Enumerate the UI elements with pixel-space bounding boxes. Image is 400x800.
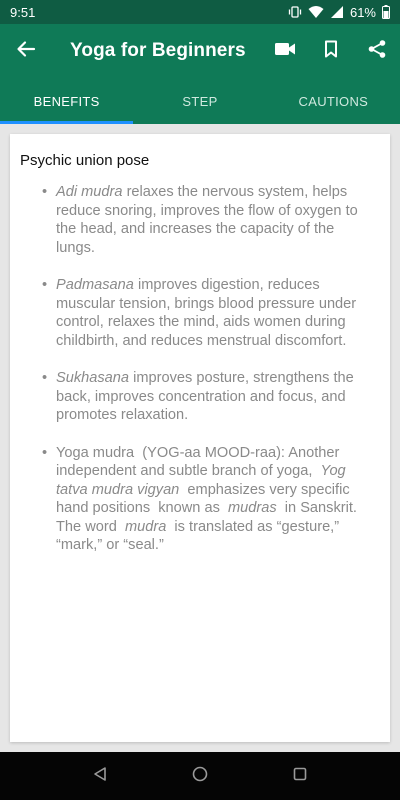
list-item: [56, 183, 374, 257]
tab-step[interactable]: STEP: [182, 93, 218, 109]
back-arrow-icon: [16, 39, 36, 64]
bookmark-button[interactable]: [308, 24, 354, 78]
benefits-card: [10, 134, 390, 742]
list-item: [56, 276, 374, 350]
tab-bar: [0, 78, 400, 124]
nav-recents-button[interactable]: [280, 756, 320, 796]
share-icon: [367, 39, 387, 64]
page-title: Yoga for Beginners: [70, 40, 246, 61]
video-camera-icon: [274, 41, 296, 62]
wifi-icon: [308, 5, 324, 19]
list-item: [56, 369, 374, 425]
item-text: relaxes the nervous system, helps reduce snoring, improves the flow of oxygen to the head, and increases the capacity of the lungs.: [56, 184, 358, 256]
item-text: is translated as “gesture,” “mark,” or “seal.”: [56, 518, 344, 553]
triangle-back-icon: [92, 766, 108, 787]
item-text: in Sanskrit. The word: [56, 500, 361, 535]
nav-back-button[interactable]: [80, 756, 120, 796]
item-text: improves digestion, reduces muscular tension, brings blood pressure under control, relaxes the mind, aids women during childbirth, and reduces menstrual discomfort.: [56, 277, 357, 349]
pose-term: mudras: [228, 500, 277, 516]
pose-term: Padmasana: [56, 277, 134, 293]
list-item: [56, 444, 374, 555]
bookmark-icon: [324, 40, 338, 63]
tab-cautions[interactable]: CAUTIONS: [298, 93, 369, 109]
video-button[interactable]: [262, 24, 308, 78]
battery-icon: [382, 5, 390, 19]
share-button[interactable]: [354, 24, 400, 78]
item-text: Yoga mudra (YOG-aa MOOD-raa): Another independent and subtle branch of yoga,: [56, 444, 344, 479]
item-text: emphasizes very specific hand positions known as: [56, 481, 354, 516]
status-time: 9:51: [10, 4, 36, 20]
status-icons: [288, 5, 390, 20]
item-text: improves posture, strengthens the back, improves concentration and focus, and promotes relaxation.: [56, 370, 354, 423]
back-button[interactable]: [0, 24, 52, 78]
app-bar: [0, 24, 400, 78]
square-recents-icon: [292, 766, 308, 787]
pose-term: Yog tatva mudra vigyan: [56, 463, 350, 498]
pose-term: Adi mudra: [56, 184, 123, 200]
pose-heading: Psychic union pose: [20, 152, 150, 169]
nav-home-button[interactable]: [180, 756, 220, 796]
circle-home-icon: [192, 766, 208, 787]
system-nav-bar: [0, 752, 400, 800]
signal-icon: [330, 5, 344, 19]
benefits-list: [20, 183, 374, 555]
pose-term: Sukhasana: [56, 370, 130, 386]
pose-term: mudra: [124, 518, 167, 535]
vibrate-icon: [288, 5, 302, 19]
battery-percent: 61%: [349, 4, 376, 20]
status-bar: [0, 0, 400, 24]
tab-benefits[interactable]: BENEFITS: [0, 78, 133, 124]
